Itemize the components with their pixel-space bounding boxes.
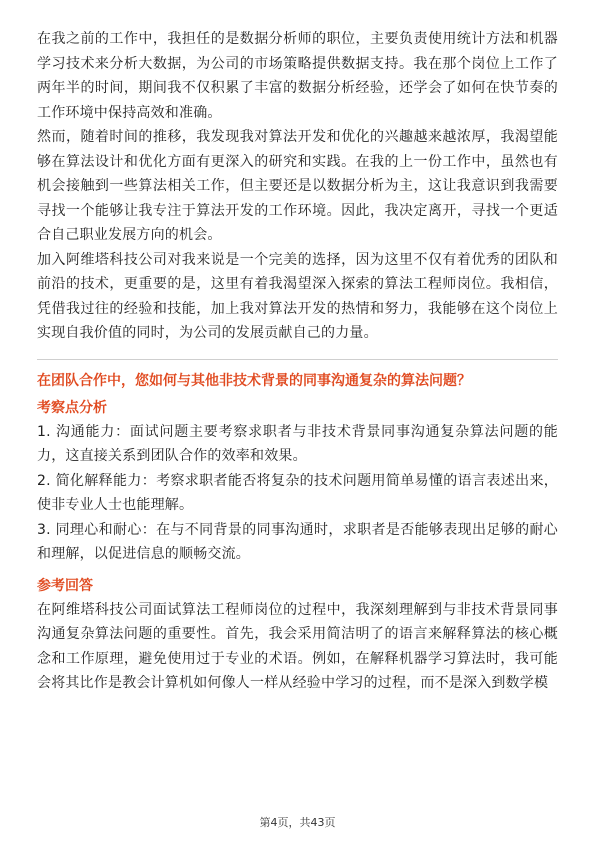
- interview-question: 在团队合作中，您如何与其他非技术背景的同事沟通复杂的算法问题？: [37, 372, 471, 389]
- answer-paragraph: 在阿维塔科技公司面试算法工程师岗位的过程中，我深刻理解到与非技术背景同事沟通复杂算法问题的重要性。首先，我会采用简洁明了的语言来解释算法的核心概念和工作原理，避免使用过于专业的术语。例如，在解释机器学习算法时，我可能会将其比作是教会计算机如何像人一样从经验中学习的过程，而不是深入到数学模: [37, 601, 558, 691]
- analysis-item-3: 3. 同理心和耐心：在与不同背景的同事沟通时，求职者是否能够表现出足够的耐心和理解，以促进信息的顺畅交流。: [37, 521, 558, 562]
- intro-paragraph-2: 然而，随着时间的推移，我发现我对算法开发和优化的兴趣越来越浓厚，我渴望能够在算法设计和优化方面有更深入的研究和实践。在我的上一份工作中，虽然也有机会接触到一些算法相关工作，但主要还是以数据分析为主，这让我意识到我需要寻找一个能够让我专注于算法开发的工作环境。因此，我决定离开，寻找一个更适合自己职业发展方向的机会。: [37, 129, 558, 243]
- analysis-item-1: 1. 沟通能力：面试问题主要考察求职者与非技术背景同事沟通复杂算法问题的能力，这直接关系到团队合作的效率和效果。: [37, 423, 558, 464]
- intro-paragraph-1: 在我之前的工作中，我担任的是数据分析师的职位，主要负责使用统计方法和机器学习技术来分析大数据，为公司的市场策略提供数据支持。我在那个岗位上工作了两年半的时间，期间我不仅积累了丰富的数据分析经验，还学会了如何在快节奏的工作环境中保持高效和准确。: [37, 31, 558, 121]
- page-content: [37, 27, 558, 696]
- section-divider: [37, 359, 558, 360]
- answer-heading: 参考回答: [37, 577, 93, 594]
- intro-paragraph-3: 加入阿维塔科技公司对我来说是一个完美的选择，因为这里不仅有着优秀的团队和前沿的技术，更重要的是，这里有着我渴望深入探索的算法工程师岗位。我相信，凭借我过往的经验和技能，加上我对算法开发的热情和努力，我能够在这个岗位上实现自我价值的同时，为公司的发展贡献自己的力量。: [37, 251, 558, 341]
- page-number: 第4页，共43页: [259, 816, 336, 829]
- analysis-heading: 考察点分析: [37, 399, 107, 416]
- analysis-item-2: 2. 简化解释能力：考察求职者能否将复杂的技术问题用简单易懂的语言表述出来，使非专业人士也能理解。: [37, 472, 558, 513]
